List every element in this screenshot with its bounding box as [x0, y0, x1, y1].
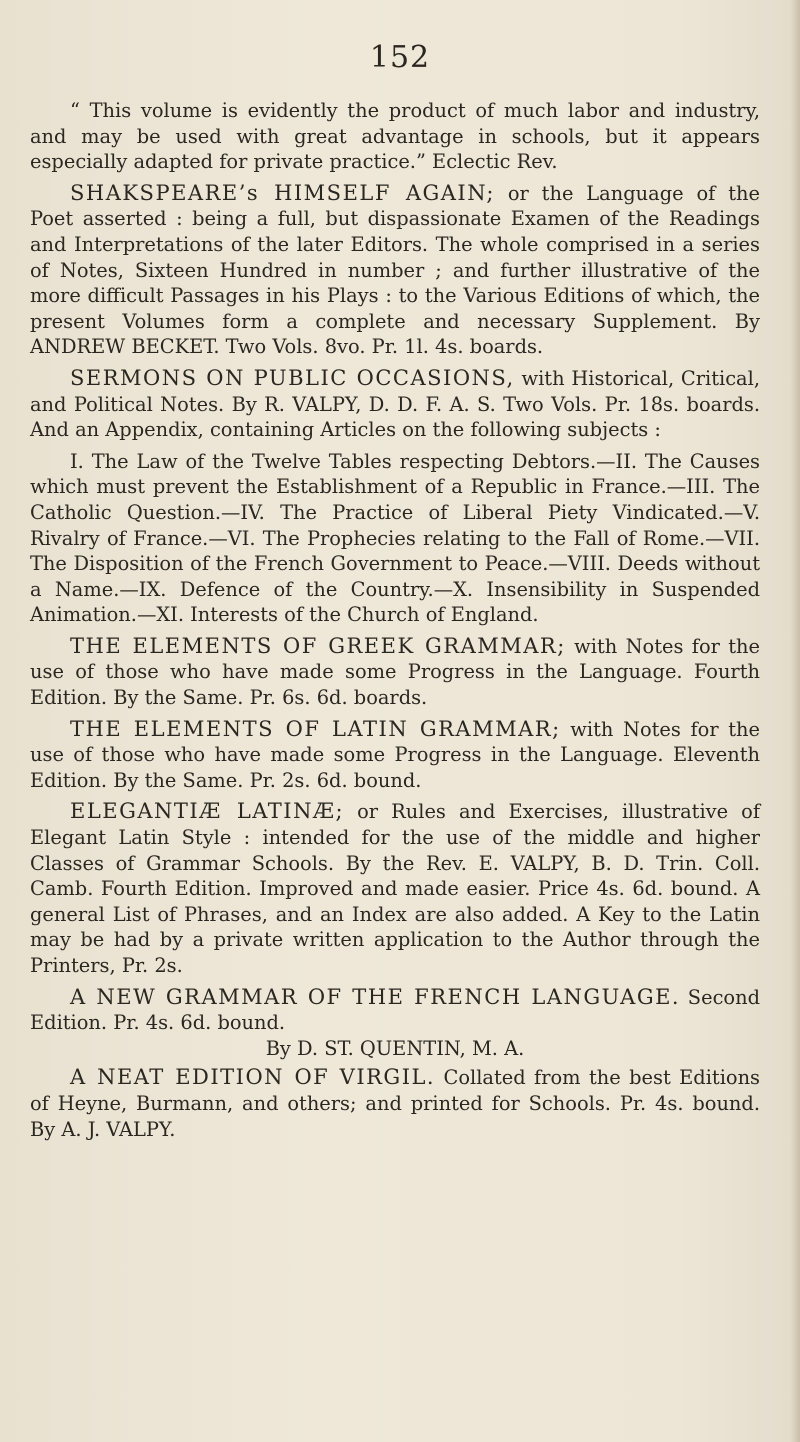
- entry-heading: THE ELEMENTS OF GREEK GRAMMAR;: [70, 633, 566, 658]
- review-quote-text: “ This volume is evidently the product of much labor and industry, and may be used with great advantage in schools, but it appears especially adapted for private practice.” Eclectic Rev.: [30, 99, 760, 174]
- entry-text: or Rules and Exercises, illustrative of Elegant Latin Style : intended for the use of the middle and higher Classes of Grammar Schools. By the Rev. E. VALPY, B. D. Trin. Coll. Camb. Fourth Edition. Improved and made easier. Price 4s. 6d. bound. A general List of Phrases, and an Index are also added. A Key to the Latin may be had by a private written application to the Author through the Printers, Pr. 2s.: [30, 800, 760, 977]
- entry-heading: THE ELEMENTS OF LATIN GRAMMAR;: [70, 716, 561, 741]
- entry-text: with Notes for the use of those who have made some Progress in the Language. Eleventh Edition. By the Same. Pr. 2s. 6d. bound.: [30, 717, 760, 792]
- entry-text: Second Edition. Pr. 4s. 6d. bound.: [30, 985, 761, 1035]
- page-edge-shadow: [790, 0, 800, 1442]
- entry-shakspeare: [30, 181, 760, 360]
- entry-heading: A NEAT EDITION OF VIRGIL.: [70, 1065, 436, 1090]
- entry-author: By D. ST. QUENTIN, M. A.: [265, 1036, 525, 1060]
- entry-text: or the Language of the Poet asserted : being a full, but dispassionate Examen of the Readings and Interpretations of the later Editors. The whole comprised in a series of Notes, Sixteen Hundred in number ; and further illustrative of the more difficult Passages in his Plays : to the Various Editions of which, the present Volumes form a complete and necessary Supplement. By ANDREW BECKET. Two Vols. 8vo. Pr. 1l. 4s. boards.: [30, 181, 760, 359]
- entry-text: with Notes for the use of those who have made some Progress in the Language. Fourth Edition. By the Same. Pr. 6s. 6d. boards.: [30, 634, 760, 710]
- entry-elegantiae: [30, 799, 760, 978]
- appendix-subjects: [30, 449, 760, 628]
- entry-greek-grammar: [30, 634, 760, 711]
- page-number: 152: [369, 40, 431, 75]
- page-body: [30, 98, 760, 1148]
- entry-text: with Historical, Critical, and Political Notes. By R. VALPY, D. D. F. A. S. Two Vols. Pr. 18s. boards. And an Appendix, containing Articles on the following subjects :: [30, 366, 760, 442]
- review-quote: [30, 98, 760, 175]
- entry-heading: SHAKSPEARE’s HIMSELF AGAIN;: [70, 180, 495, 205]
- appendix-subjects-text: I. The Law of the Twelve Tables respecting Debtors.—II. The Causes which must prevent the Establishment of a Republic in France.—III. The Catholic Question.—IV. The Practice of Liberal Piety Vindicated.—V. Rivalry of France.—VI. The Prophecies relating to the Fall of Rome.—VII. The Disposition of the French Government to Peace.—VIII. Deeds without a Name.—IX. Defence of the Country.—X. Insensibility in Suspended Animation.—XI. Interests of the Church of England.: [30, 449, 760, 627]
- entry-virgil: [30, 1065, 760, 1142]
- entry-french-grammar: [30, 985, 760, 1036]
- entry-text: Collated from the best Editions of Heyne, Burmann, and others; and printed for Schools. Pr. 4s. bound. By A. J. VALPY.: [30, 1066, 761, 1141]
- entry-sermons: [30, 366, 760, 443]
- entry-heading: A NEW GRAMMAR OF THE FRENCH LANGUAGE.: [70, 984, 681, 1009]
- entry-latin-grammar: [30, 717, 760, 794]
- entry-heading: SERMONS ON PUBLIC OCCASIONS,: [70, 365, 515, 390]
- entry-heading: ELEGANTIÆ LATINÆ;: [70, 799, 345, 824]
